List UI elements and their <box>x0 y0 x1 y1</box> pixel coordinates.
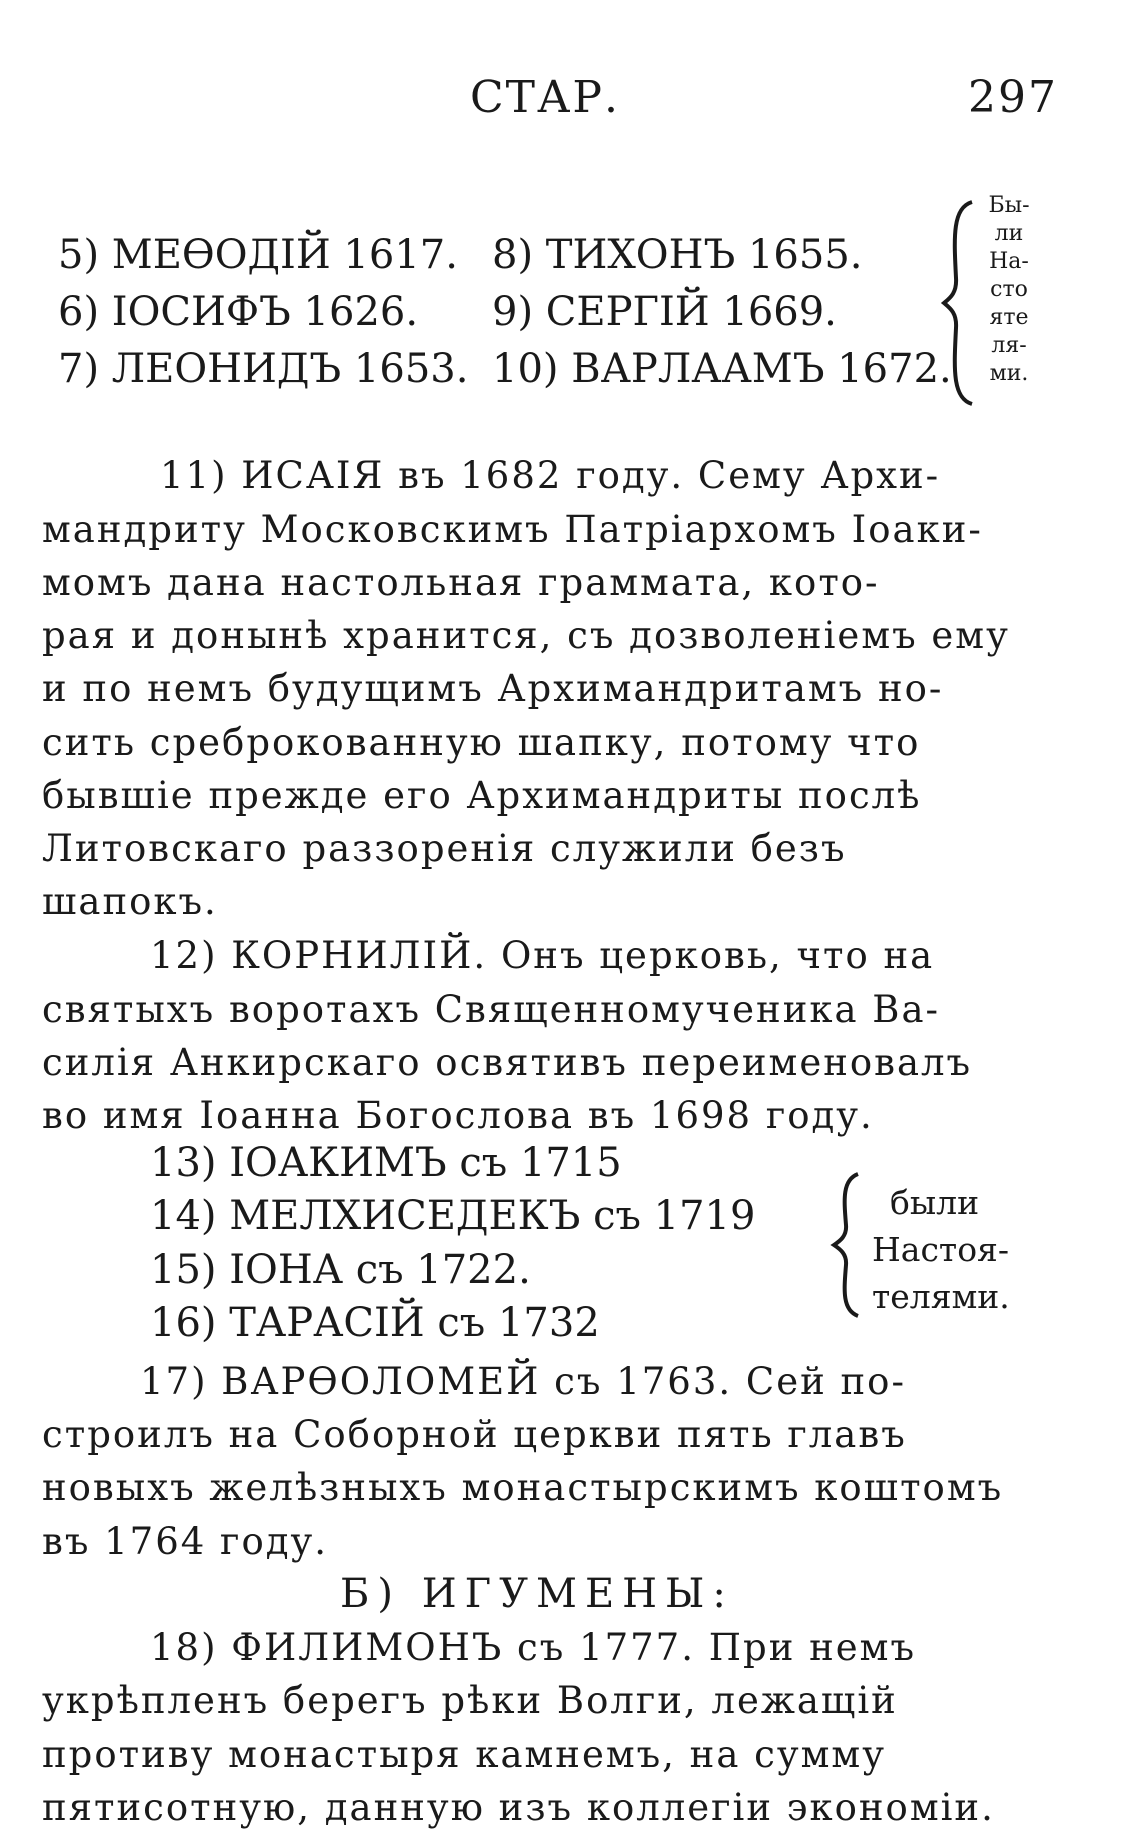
text-line: святыхъ воротахъ Священномученика Ва- <box>42 988 941 1031</box>
list-item: 6) ІОСИФЪ 1626. <box>58 289 419 335</box>
note-line: Настоя- <box>872 1230 1010 1269</box>
text-line: въ 1764 году. <box>42 1520 329 1563</box>
text-line: шапокъ. <box>42 880 218 923</box>
list-item: 14) МЕЛХИСЕДЕКЪ съ 1719 <box>150 1193 756 1239</box>
list-item: 5) МЕѲОДІЙ 1617. <box>58 232 458 278</box>
text-line: строилъ на Соборной церкви пять главъ <box>42 1413 907 1456</box>
text-line: Литовскаго раззоренія служили безъ <box>42 827 847 870</box>
text-line: сить среброкованную шапку, потому что <box>42 721 921 764</box>
note-line: ли <box>994 221 1024 246</box>
list-item: 10) ВАРЛААМЪ 1672. <box>492 346 952 392</box>
text-line: силія Анкирскаго освятивъ переименовалъ <box>42 1041 973 1084</box>
list-item: 16) ТАРАСІЙ съ 1732 <box>150 1300 600 1346</box>
text-line: бывшіе прежде его Архимандриты послѣ <box>42 774 922 817</box>
side-note-top <box>972 192 1046 388</box>
text-line: и по немъ будущимъ Архимандритамъ но- <box>42 667 944 710</box>
text-line: 18) ФИЛИМОНЪ съ 1777. При немъ <box>150 1626 916 1669</box>
text-line: 17) ВАРѲОЛОМЕЙ съ 1763. Сей по- <box>140 1360 906 1403</box>
curly-brace-mid <box>832 1170 866 1320</box>
text-line: противу монастыря камнемъ, на сумму <box>42 1733 886 1776</box>
list-item: 15) ІОНА съ 1722. <box>150 1247 531 1293</box>
note-line: сто <box>990 277 1028 302</box>
section-subheading: Б) ИГУМЕНЫ: <box>340 1571 734 1617</box>
list-item: 13) ІОАКИМЪ съ 1715 <box>150 1140 622 1186</box>
note-line: ля- <box>991 333 1027 358</box>
list-item: 9) СЕРГІЙ 1669. <box>492 289 837 335</box>
side-note-mid <box>872 1179 1010 1320</box>
text-line: пятисотную, данную изъ коллегіи экономіи. <box>42 1786 995 1829</box>
note-line: были <box>890 1183 980 1222</box>
running-header-section: СТАР. <box>470 72 620 123</box>
note-line: Бы- <box>988 193 1030 218</box>
text-line: мандриту Московскимъ Патріархомъ Іоаки- <box>42 508 983 551</box>
text-line: во имя Іоанна Богослова въ 1698 году. <box>42 1094 874 1137</box>
note-line: На- <box>989 249 1029 274</box>
list-item: 8) ТИХОНЪ 1655. <box>492 232 863 278</box>
text-line: укрѣпленъ берегъ рѣки Волги, лежащій <box>42 1679 898 1722</box>
text-line: момъ дана настольная граммата, кото- <box>42 561 880 604</box>
note-line: яте <box>989 305 1029 330</box>
note-line: телями. <box>872 1277 1010 1316</box>
text-line: новыхъ желѣзныхъ монастырскимъ коштомъ <box>42 1466 1004 1509</box>
text-line: 12) КОРНИЛІЙ. Онъ церковь, что на <box>150 934 935 977</box>
list-item: 7) ЛЕОНИДЪ 1653. <box>58 346 469 392</box>
page-number: 297 <box>968 72 1058 123</box>
note-line: ми. <box>989 361 1029 386</box>
text-line: рая и донынѣ хранится, съ дозволеніемъ ему <box>42 614 1010 657</box>
text-line: 11) ИСАІЯ въ 1682 году. Сему Архи- <box>160 454 941 497</box>
